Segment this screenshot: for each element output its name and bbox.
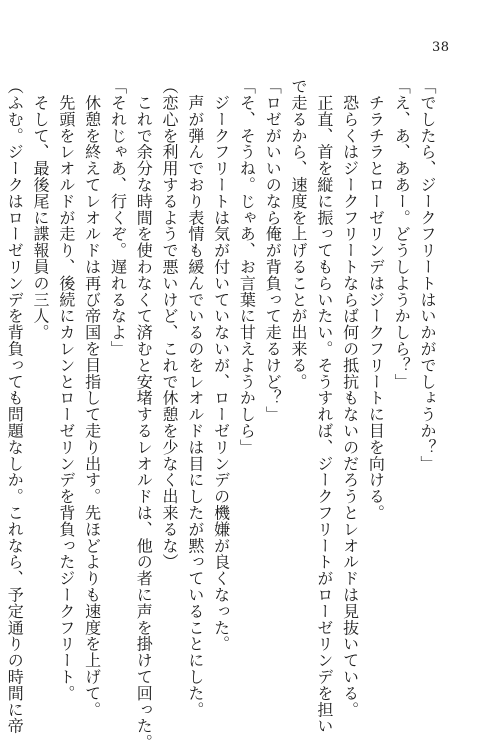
text-line: 「ロゼがいいのなら俺が背負って走るけど？」 (263, 78, 283, 423)
text-line: 声が弾んでおり表情も緩んでいるのをレオルドは目にしたが黙っていることにした。 (185, 78, 205, 718)
text-line: （恋心を利用するようで悪いけど、これで休憩を少なく出来るな） (160, 78, 180, 570)
vertical-text-body (5, 78, 440, 750)
text-line: これで余分な時間を使わなくて済むと安堵するレオルドは、他の者に声を掛けて回った。 (134, 78, 154, 750)
text-line: 「それじゃあ、行くぞ。遅れるなよ」 (108, 78, 128, 357)
text-line: で走るから、速度を上げることが出来る。 (289, 78, 309, 390)
text-line: 休憩を終えてレオルドは再び帝国を目指して走り出す。先ほどよりも速度を上げて。 (82, 78, 102, 718)
page-number: 38 (432, 40, 450, 55)
text-line: （ふむ。ジークはローゼリンデを背負っても問題なしか。これなら、予定通りの時間に帝 (5, 78, 25, 734)
text-line: 「そ、そうね。じゃあ、お言葉に甘えようかしら」 (237, 78, 257, 456)
text-line: そして、最後尾に諜報員の三人。 (31, 78, 51, 341)
text-line: 「でしたら、ジークフリートはいかがでしょうか？」 (418, 78, 437, 472)
text-line: 「え、あ、ああー。どうしようかしら？」 (392, 78, 412, 390)
text-line: 恐らくはジークフリートならば何の抵抗もないのだろうとレオルドは見抜いている。 (340, 78, 360, 718)
text-line: チラチラとローゼリンデはジークフリートに目を向ける。 (366, 78, 386, 521)
text-line: 正直、首を縦に振ってもらいたい。そうすれば、ジークフリートがローゼリンデを担い (314, 78, 334, 734)
text-line: ジークフリートは気が付いていないが、ローゼリンデの機嫌が良くなった。 (211, 78, 231, 652)
text-line: 先頭をレオルドが走り、後続にカレンとローゼリンデを背負ったジークフリート。 (56, 78, 76, 702)
